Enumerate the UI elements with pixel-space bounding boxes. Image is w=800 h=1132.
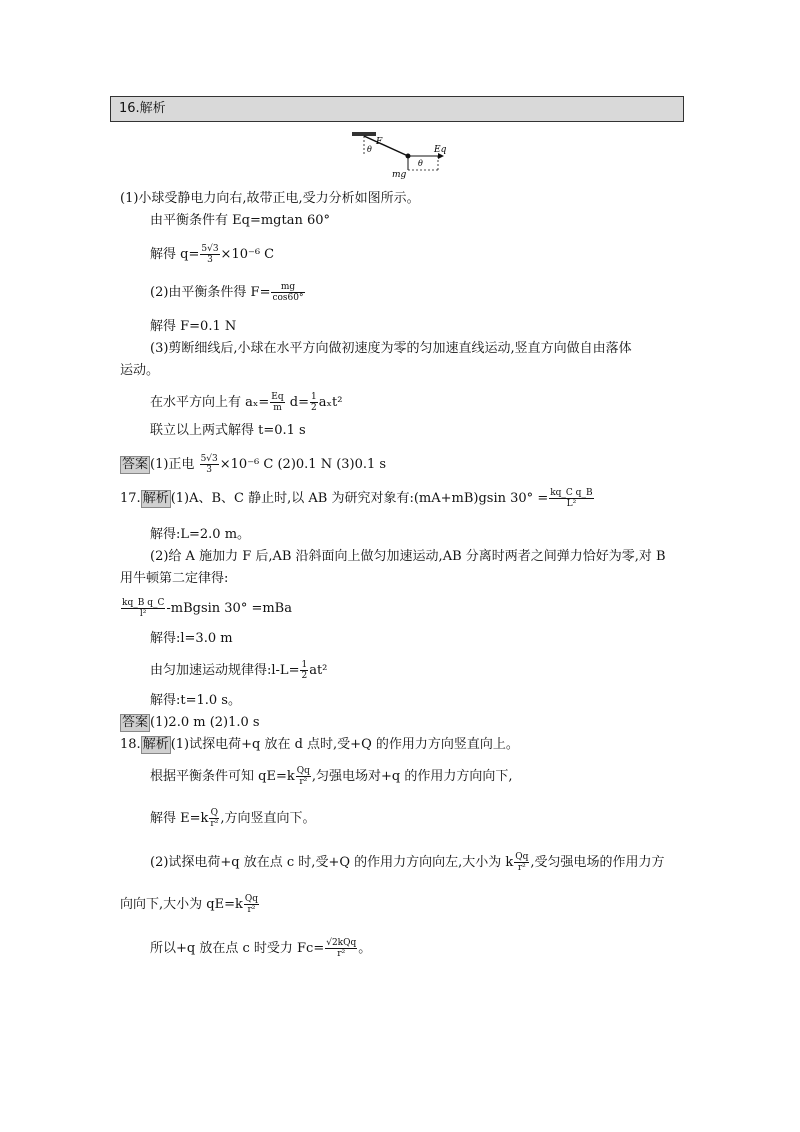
q16-line-4: (2)由平衡条件得 F= $\frac{mg}{\cos 60^\circ}$	[150, 282, 304, 303]
q16-answer: 答案 (1)正电 $\frac{5√3}{3}$ ×10⁻⁶ C (2)0.1 N (3)0.1 s	[122, 454, 387, 475]
q17-line-7: 由匀加速运动规律得:l-L= $\frac{1}{2}$ at²	[150, 660, 328, 681]
label-f: F	[376, 137, 383, 147]
q17-line-4: 用牛顿第二定律得:	[120, 571, 229, 586]
label-mg: mg	[392, 170, 407, 180]
q17-answer: 答案 (1)2.0 m (2)1.0 s	[122, 715, 260, 730]
q16-line-6: (3)剪断细线后,小球在水平方向做初速度为零的匀加速直线运动,竖直方向做自由落体	[150, 341, 632, 356]
q18-line-1: 18. 解析 (1)试探电荷+q 放在 d 点时,受+Q 的作用力方向竖直向上。	[120, 737, 519, 752]
ceiling	[352, 132, 376, 136]
svg-text:θ: θ	[367, 145, 372, 154]
svg-text:θ: θ	[418, 159, 423, 168]
q17-line-5: $\frac{\text{kq\_B q\_C}}{\text{l²}}$ -mBgsin 30° =mBa	[122, 598, 292, 619]
q18-line-6: 所以+q 放在点 c 时受力 Fc= $\frac{\text{√2kQq}}{\text{r²}}$ 。	[150, 938, 372, 959]
q16-line-5: 解得 F=0.1 N	[150, 319, 237, 334]
q18-line-4: (2)试探电荷+q 放在点 c 时,受+Q 的作用力方向向左,大小为 k $\frac{Qq}{\text{r²}}$ ,受匀强电场的作用力方	[150, 852, 665, 873]
q16-line-3: 解得 q= $\frac{5√3}{3}$ ×10⁻⁶ C	[150, 244, 275, 265]
q16-line-9: 联立以上两式解得 t=0.1 s	[150, 423, 306, 438]
answer-tag: 答案	[122, 457, 149, 472]
q16-line-8: 在水平方向上有 aₓ= $\frac{Eq}{m}$ d= $\frac{1}{2}$ aₓt²	[150, 392, 343, 413]
q16-line-2: 由平衡条件有 Eq=mgtan 60°	[150, 213, 331, 228]
q18-line-2: 根据平衡条件可知 qE=k $\frac{Qq}{\text{r²}}$ ,匀强电场对+q 的作用力方向向下,	[150, 766, 513, 787]
force-diagram	[350, 130, 460, 180]
q16-line-7: 运动。	[120, 363, 160, 378]
q17-line-6: 解得:l=3.0 m	[150, 631, 233, 646]
analysis-tag: 解析	[142, 737, 169, 752]
label-eq: Eq	[434, 145, 447, 155]
analysis-tag: 解析	[142, 491, 169, 506]
q17-line-8: 解得:t=1.0 s。	[150, 693, 241, 708]
q16-line-1: (1)小球受静电力向右,故带正电,受力分析如图所示。	[120, 191, 420, 206]
answer-tag: 答案	[122, 715, 149, 730]
q17-line-3: (2)给 A 施加力 F 后,AB 沿斜面向上做匀加速运动,AB 分离时两者之间弹力恰好为零,对 B	[150, 549, 666, 564]
q17-line-2: 解得:L=2.0 m。	[150, 527, 251, 542]
q17-line-1: 17. 解析 (1)A、B、C 静止时,以 AB 为研究对象有:(mA+mB)gsin 30° = $\frac{\text{kq\_C q\_B}}{\text{L²}}$	[120, 488, 593, 509]
q18-line-3: 解得 E=k $\frac{Q}{\text{r²}}$ ,方向竖直向下。	[150, 808, 316, 829]
section-header: 16.解析	[110, 96, 684, 122]
q18-line-5: 向向下,大小为 qE=k $\frac{Qq}{\text{r²}}$	[120, 894, 258, 915]
